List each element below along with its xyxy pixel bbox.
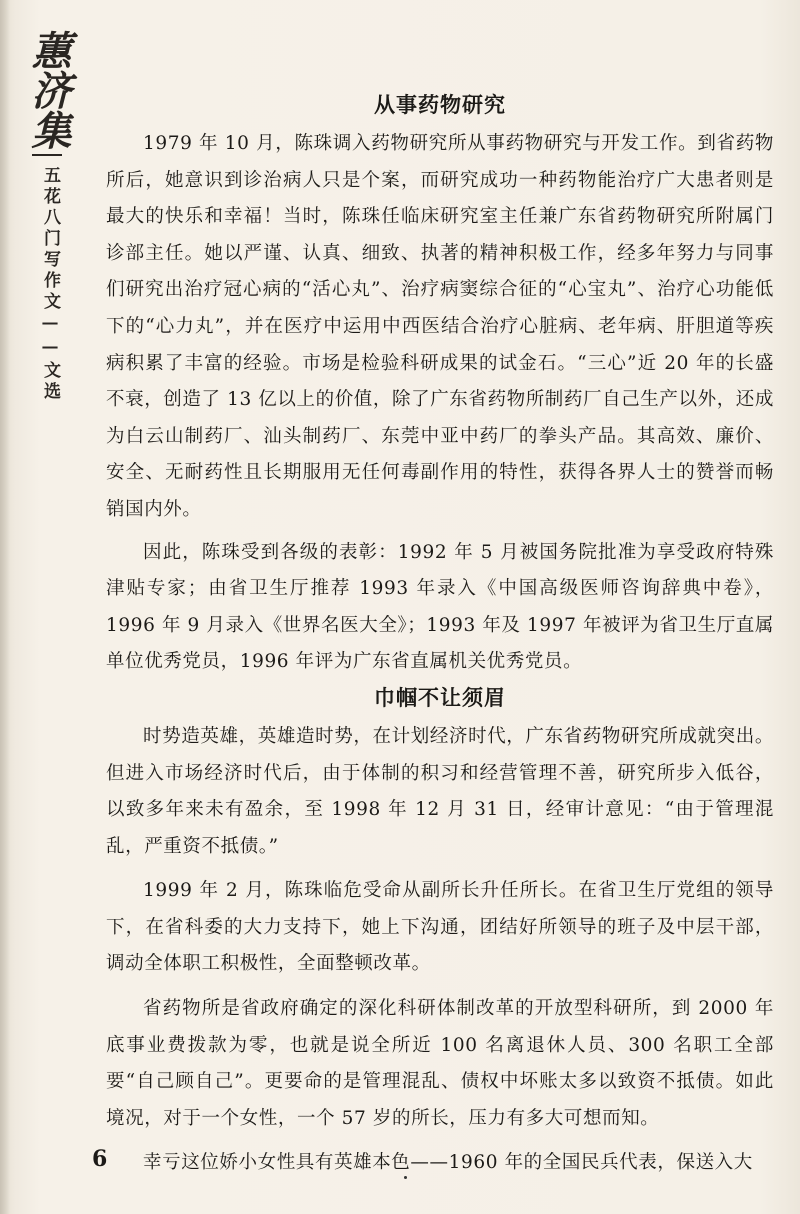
page-number: 6 [92, 1146, 108, 1172]
section-heading: 从事药物研究 [374, 93, 506, 117]
paragraph: 1999 年 2 月，陈珠临危受命从副所长升任所长。在省卫生厅党组的领导下，在省科委的大力支持下，她上下沟通，团结好所领导的班子及中层干部，调动全体职工积极性，全面整顿改革。 [106, 880, 774, 975]
section-heading: 巾帼不让须眉 [374, 685, 506, 710]
paragraph: 因此，陈珠受到各级的表彰：1992 年 5 月被国务院批准为享受政府特殊津贴专家；由省卫生厅推荐 1993 年录入《中国高级医师咨询辞典中卷》，1996 年 9 月录入《世界名医大全》；1993 年及 1997 年被评为省卫生厅直属单位优秀党员，1996 年评为广东省直属机关优秀党员。 [106, 541, 774, 673]
paragraph: 幸亏这位娇小女性具有英雄本色——1960 年的全国民兵代表，保送入大 [143, 1152, 753, 1174]
book-title: 蕙济集 [25, 30, 72, 150]
body-text [106, 90, 774, 1182]
series-title: 五花八门写作文——文选 [40, 166, 60, 403]
print-mark [404, 1176, 407, 1179]
spine-shadow [0, 0, 10, 1214]
paragraph: 1979 年 10 月，陈珠调入药物研究所从事药物研究与开发工作。到省药物所后，她意识到诊治病人只是个案，而研究成功一种药物能治疗广大患者则是最大的快乐和幸福！当时，陈珠任临床研究室主任兼广东省药物研究所附属门诊部主任。她以严谨、认真、细致、执著的精神积极工作，经多年努力与同事们研究出治疗冠心病的“活心丸”、治疗病窦综合征的“心宝丸”、治疗心功能低下的“心力丸”，并在医疗中运用中西医结合治疗心脏病、老年病、肝胆道等疾病积累了丰富的经验。市场是检验科研成果的试金石。“三心”近 20 年的长盛不衰，创造了 13 亿以上的价值，除了广东省药物所制药厂自己生产以外，还成为白云山制药厂、汕头制药厂、东莞中亚中药厂的拳头产品。其高效、廉价、安全、无耐药性且长期服用无任何毒副作用的特性，获得各界人士的赞誉而畅销国内外。 [106, 133, 775, 520]
paragraph: 时势造英雄，英雄造时势，在计划经济时代，广东省药物研究所成就突出。但进入市场经济时代后，由于体制的积习和经营管理不善，研究所步入低谷，以致多年来未有盈余，至 1998 年 12 月 31 日，经审计意见：“由于管理混乱，严重资不抵债。” [106, 725, 774, 857]
header-rule [32, 154, 62, 156]
running-header [22, 30, 72, 403]
paragraph: 省药物所是省政府确定的深化科研体制改革的开放型科研所，到 2000 年底事业费拨款为零，也就是说全所近 100 名离退休人员、300 名职工全部要“自己顾自己”。更要命的是管理混乱、债权中坏账太多以致资不抵债。如此境况，对于一个女性，一个 57 岁的所长，压力有多大可想而知。 [106, 998, 774, 1129]
